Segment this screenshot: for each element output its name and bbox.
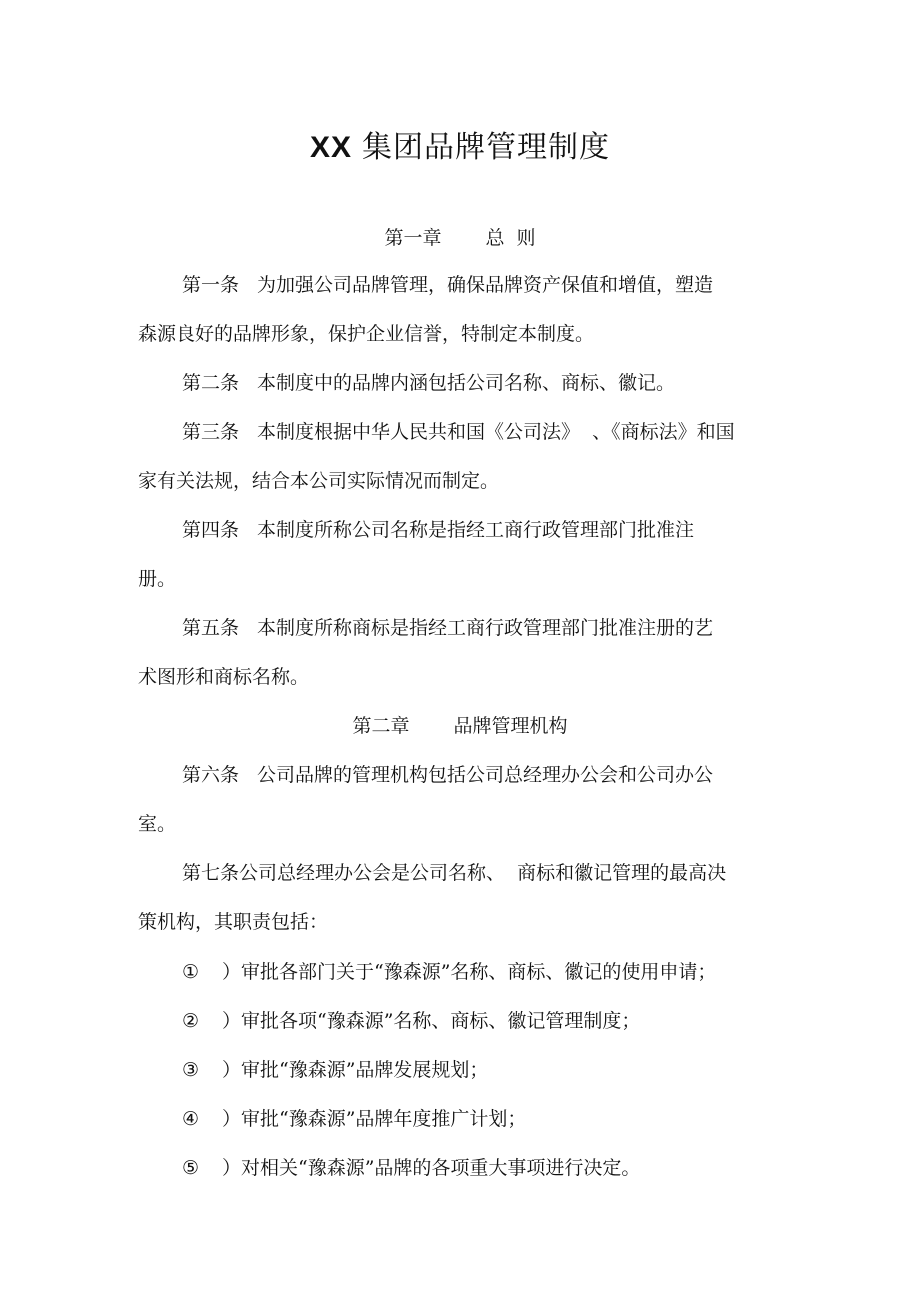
article-label: 第四条 <box>182 519 240 541</box>
article-text: 公司品牌的管理机构包括公司总经理办公会和公司办公 <box>257 764 714 786</box>
list-item-number: ③ <box>182 1059 200 1081</box>
title-prefix: XX <box>309 131 353 164</box>
article-text: 家有关法规，结合本公司实际情况而制定。 <box>138 470 500 492</box>
article-1-continued <box>138 322 594 346</box>
list-item <box>182 1058 488 1082</box>
article-text: 本制度所称公司名称是指经工商行政管理部门批准注 <box>257 519 695 541</box>
chapter-name: 总 则 <box>485 227 536 249</box>
chapter-2-heading <box>0 714 920 738</box>
list-item-text: ）审批“豫森源”品牌发展规划； <box>222 1059 489 1081</box>
article-4 <box>182 518 694 542</box>
article-7-continued <box>138 910 328 934</box>
article-7 <box>182 861 726 885</box>
article-text: 本制度中的品牌内涵包括公司名称、商标、徽记。 <box>257 372 676 394</box>
list-item-text: ）审批各部门关于“豫森源”名称、商标、徽记的使用申请； <box>222 961 717 983</box>
article-label: 第二条 <box>182 372 240 394</box>
chapter-number: 第一章 <box>384 227 442 249</box>
chapter-1-heading <box>0 226 920 250</box>
article-3-continued <box>138 469 499 493</box>
article-text: 策机构，其职责包括： <box>138 911 329 933</box>
article-text: 术图形和商标名称。 <box>138 666 310 688</box>
list-item <box>182 1107 526 1131</box>
article-5 <box>182 616 713 640</box>
article-text: 为加强公司品牌管理，确保品牌资产保值和增值，塑造 <box>257 274 714 296</box>
list-item-number: ② <box>182 1010 200 1032</box>
list-item <box>182 960 716 984</box>
article-label: 第五条 <box>182 617 240 639</box>
list-item-text: ）审批“豫森源”品牌年度推广计划； <box>222 1108 527 1130</box>
article-label: 第一条 <box>182 274 240 296</box>
list-item <box>182 1009 640 1033</box>
document-title <box>0 122 920 166</box>
article-6 <box>182 763 713 787</box>
article-text: 本制度所称商标是指经工商行政管理部门批准注册的艺 <box>257 617 714 639</box>
list-item <box>182 1156 640 1180</box>
list-item-text: ）审批各项“豫森源”名称、商标、徽记管理制度； <box>222 1010 641 1032</box>
list-item-number: ④ <box>182 1108 200 1130</box>
article-text: 室。 <box>138 813 177 835</box>
article-3 <box>182 420 735 444</box>
list-item-number: ① <box>182 961 200 983</box>
list-item-number: ⑤ <box>182 1157 200 1179</box>
article-label: 第三条 <box>182 421 240 443</box>
chapter-number: 第二章 <box>352 715 410 737</box>
article-text: 本制度根据中华人民共和国《公司法》 、《商标法》和国 <box>257 421 735 443</box>
article-5-continued <box>138 665 309 689</box>
article-text: 第七条公司总经理办公会是公司名称、 商标和徽记管理的最高决 <box>182 862 727 884</box>
article-text: 森源良好的品牌形象，保护企业信誉，特制定本制度。 <box>138 323 595 345</box>
article-6-continued <box>138 812 176 836</box>
article-text: 册。 <box>138 568 177 590</box>
title-main: 集团品牌管理制度 <box>362 130 611 165</box>
article-4-continued <box>138 567 176 591</box>
article-2 <box>182 371 675 395</box>
list-item-text: ）对相关“豫森源”品牌的各项重大事项进行决定。 <box>222 1157 641 1179</box>
article-1 <box>182 273 713 297</box>
chapter-name: 品牌管理机构 <box>453 715 568 737</box>
article-label: 第六条 <box>182 764 240 786</box>
